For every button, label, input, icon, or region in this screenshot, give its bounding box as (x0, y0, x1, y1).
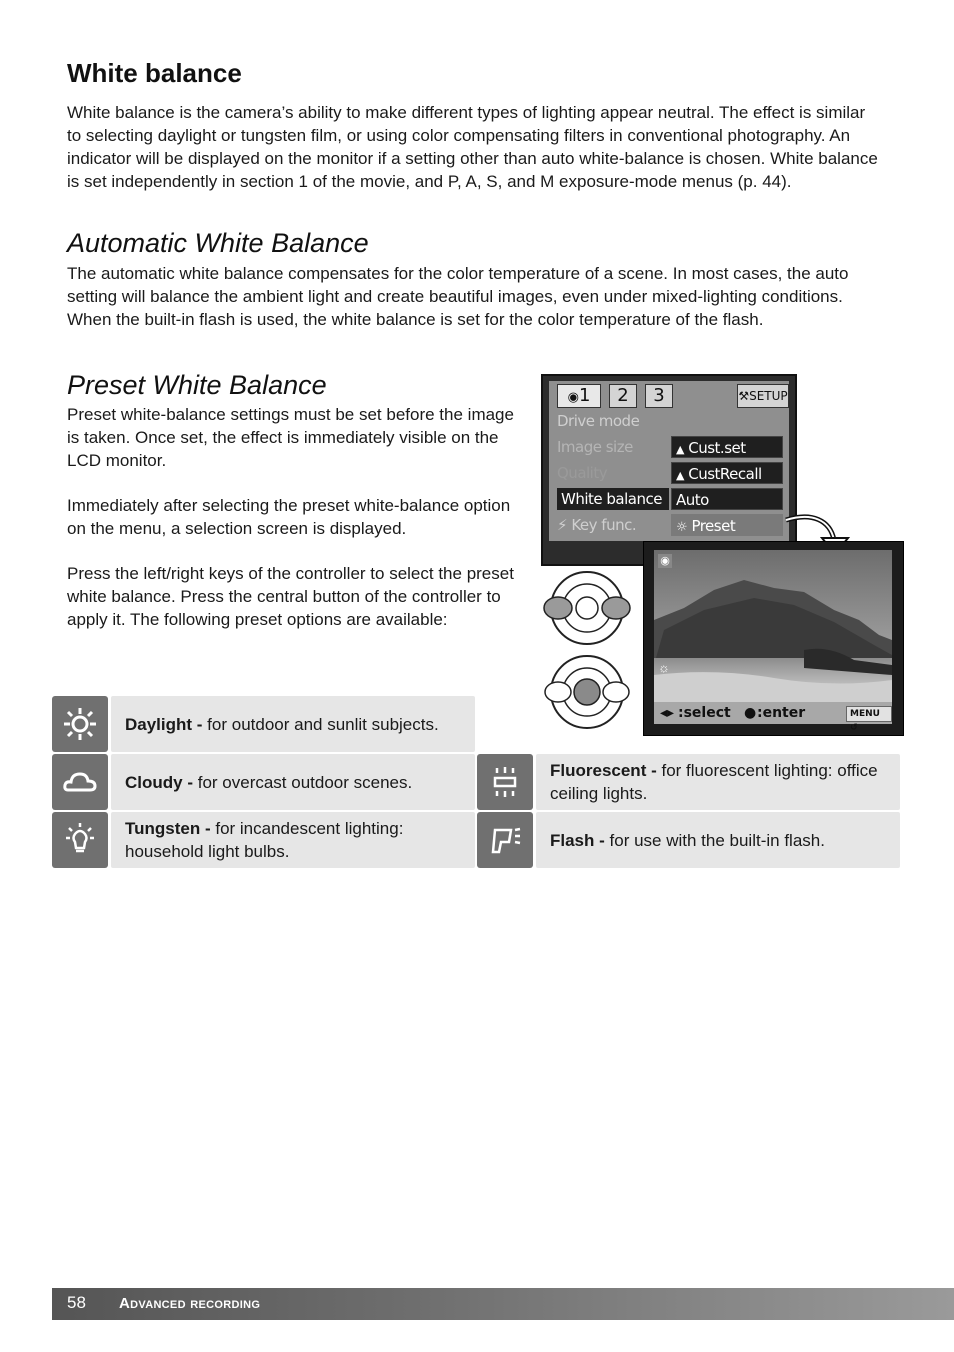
cloudy-description (111, 754, 475, 810)
preset-paragraph-3: Press the left/right keys of the controller to select the preset white balance. Press the central button of the controller to apply it. The following preset options are available: (67, 564, 514, 629)
cloudy-name: Cloudy - (125, 772, 193, 792)
flash-desc: for use with the built-in flash. (604, 830, 825, 850)
tungsten-name: Tungsten - (125, 819, 211, 838)
left-right-arrows-icon: ◂▸ (660, 705, 675, 721)
daylight-icon: ☼ (676, 520, 688, 535)
daylight-description (111, 696, 475, 752)
landscape-image (654, 550, 892, 702)
menu-row-image-size: Image size (557, 438, 633, 456)
fluorescent-icon-cell (477, 754, 533, 810)
cloudy-icon-cell (52, 754, 108, 810)
center-button-icon: ● (744, 705, 757, 721)
intro-paragraph: White balance is the camera’s ability to make different types of lighting appear neutral. The effect is similar to selecting daylight or tungsten film, or using color compensating filters in conventional photography. An indicator will be displayed on the monitor if a setting other than auto white-balance is chosen. White balance is set independently in section 1 of the movie, and P, A, S, and M exposure-mode menus (p. 44). (67, 103, 878, 191)
page-footer (52, 1288, 954, 1320)
cloudy-icon (62, 764, 98, 800)
option-cust-set (671, 436, 783, 458)
tab-2: 2 (609, 384, 637, 408)
tab-setup (737, 384, 789, 408)
flash-icon-cell (477, 812, 533, 868)
lcd-monitor-screen (643, 541, 904, 736)
camera-menu-screen (541, 374, 797, 566)
custom-wb-icon: ▲ (676, 443, 684, 456)
tungsten-icon (62, 822, 98, 858)
preset-wb-heading: Preset White Balance (67, 370, 327, 400)
controller-center-icon (545, 656, 629, 728)
daylight-indicator-icon: ☼ (658, 660, 670, 675)
menu-row-white-balance: White balance (557, 488, 669, 510)
enter-label: :enter (757, 705, 806, 721)
tungsten-icon-cell (52, 812, 108, 868)
cloudy-desc: for overcast outdoor scenes. (193, 772, 413, 792)
flash-bolt-icon: ⚡ (557, 516, 568, 534)
daylight-icon-cell (52, 696, 108, 752)
menu-row-key-func (557, 514, 669, 536)
tab-1-label: 1 (578, 385, 591, 406)
flash-description (536, 812, 900, 868)
page-number: 58 (67, 1293, 86, 1312)
controller-diagrams (543, 570, 633, 735)
flash-name: Flash - (550, 830, 605, 850)
controller-left-right-icon (544, 572, 630, 644)
select-label: :select (678, 705, 731, 721)
tab-3: 3 (645, 384, 673, 408)
preset-paragraph-1: Preset white-balance settings must be set before the image is taken. Once set, the effect is immediately visible on the LCD monitor. (67, 405, 514, 470)
custom-wb-icon: ▲ (676, 469, 684, 482)
camera-mode-icon: ◉ (658, 554, 672, 568)
option-preset-label: Preset (691, 517, 736, 535)
wrench-icon: ⚒ (738, 389, 750, 403)
fluorescent-icon (487, 764, 523, 800)
tungsten-description (111, 812, 475, 868)
menu-badge: MENU ↺ (846, 706, 892, 722)
menu-badge-label: MENU (850, 709, 880, 719)
key-func-label: Key func. (571, 516, 637, 534)
fluorescent-name: Fluorescent - (550, 761, 657, 780)
flash-icon (487, 822, 523, 858)
page-title: White balance (67, 58, 242, 88)
daylight-desc: for outdoor and sunlit subjects. (202, 714, 439, 734)
daylight-name: Daylight - (125, 714, 203, 734)
lcd-status-bar (654, 702, 892, 733)
setup-label: SETUP (749, 389, 788, 403)
daylight-icon (62, 706, 98, 742)
auto-wb-heading: Automatic White Balance (67, 228, 369, 258)
option-preset (671, 514, 783, 536)
option-cust-recall-label: CustRecall (688, 465, 762, 483)
tab-1 (557, 384, 601, 408)
tungsten-desc: for incandescent lighting: household light bulbs. (125, 819, 404, 861)
fluorescent-desc: for fluorescent lighting: office ceiling lights. (550, 761, 878, 803)
menu-row-quality: Quality (557, 464, 608, 482)
option-cust-set-label: Cust.set (688, 439, 746, 457)
camera-menu-panel (549, 381, 789, 541)
camera-icon: ◉ (567, 390, 579, 405)
menu-row-drive-mode: Drive mode (557, 412, 640, 430)
preview-photo (654, 550, 892, 702)
auto-wb-paragraph: The automatic white balance compensates for the color temperature of a scene. In most cases, the auto setting will balance the ambient light and create beautiful images, even under mixed-lighting conditions. When the built-in flash is used, the white balance is set for the color temperature of the flash. (67, 264, 849, 329)
chapter-title: Advanced recording (119, 1295, 261, 1312)
preset-paragraph-2: Immediately after selecting the preset white-balance option on the menu, a selection screen is displayed. (67, 496, 511, 538)
option-cust-recall (671, 462, 783, 484)
option-auto: Auto (671, 488, 783, 510)
fluorescent-description (536, 754, 900, 810)
